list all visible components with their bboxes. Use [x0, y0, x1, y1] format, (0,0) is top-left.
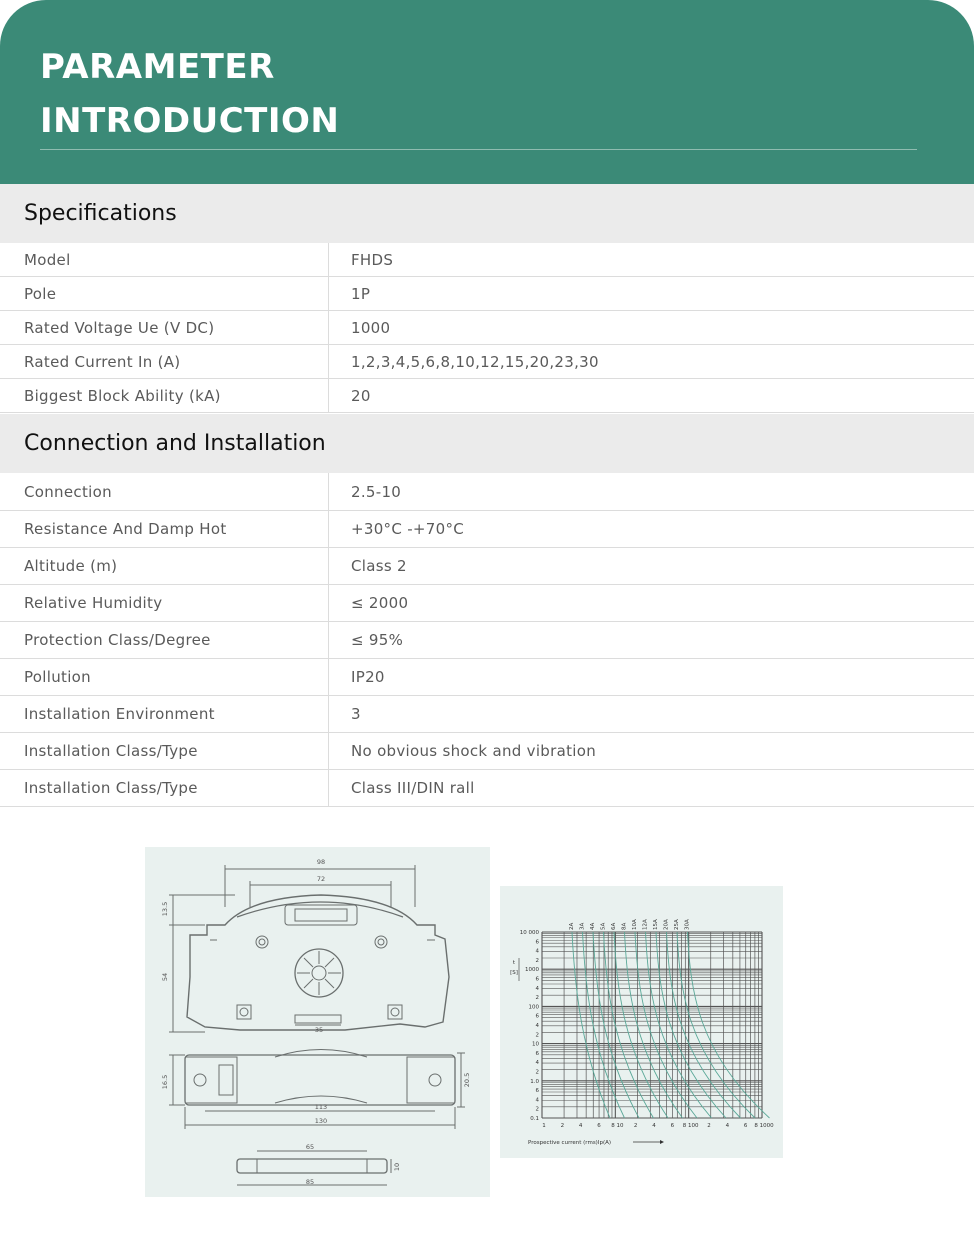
y-tick-label: 6 — [535, 976, 539, 983]
spec-row — [0, 379, 974, 413]
dim-85: 85 — [305, 1178, 315, 1186]
dimension-drawing-svg — [145, 847, 490, 1197]
conn-row — [0, 770, 974, 807]
dim-72: 72 — [316, 875, 326, 883]
title-line-2: INTRODUCTION — [40, 101, 340, 141]
column-divider — [328, 345, 329, 378]
fuse-label: 20A — [663, 919, 670, 930]
column-divider — [328, 622, 329, 658]
dim-130: 130 — [314, 1117, 328, 1125]
fuse-label: 12A — [642, 919, 649, 930]
connection-table — [0, 473, 974, 807]
x-axis-arrowhead — [660, 1140, 664, 1144]
dim-13-5: 13.5 — [161, 901, 169, 917]
fuse-label: 10A — [632, 919, 638, 930]
conn-label: Installation Class/Type — [24, 779, 198, 797]
conn-label: Resistance And Damp Hot — [24, 520, 227, 538]
y-tick-label: 6 — [535, 1013, 539, 1020]
connection-title: Connection and Installation — [24, 431, 326, 456]
y-tick-label: 2 — [535, 1032, 539, 1039]
dim-65: 65 — [305, 1143, 315, 1151]
y-tick-label: 2 — [535, 957, 539, 964]
x-tick-label: 1 — [542, 1123, 546, 1129]
y-tick-label: 4 — [535, 1023, 539, 1029]
y-tick-label: 0.1 — [530, 1116, 539, 1122]
conn-label: Pollution — [24, 668, 91, 686]
column-divider — [328, 243, 329, 276]
conn-label: Protection Class/Degree — [24, 631, 211, 649]
x-tick-label: 8 1000 — [754, 1123, 774, 1129]
fuse-curve — [604, 932, 654, 1118]
y-tick-label: 4 — [535, 948, 539, 955]
dim-16-5: 16.5 — [161, 1074, 169, 1090]
page-header — [0, 0, 974, 184]
y-tick-label: 4 — [535, 985, 539, 992]
x-tick-label: 4 — [578, 1123, 583, 1129]
spec-label: Pole — [24, 284, 57, 303]
conn-value: +30°C -+70°C — [351, 520, 465, 538]
specifications-section-header — [0, 184, 974, 243]
fuse-label: 25A — [674, 919, 680, 930]
x-tick-label: 4 — [725, 1123, 730, 1129]
conn-label: Relative Humidity — [24, 594, 163, 612]
y-tick-label: 100 — [528, 1004, 539, 1011]
y-tick-label: 4 — [535, 1097, 539, 1104]
fuse-label: 8A — [621, 922, 628, 930]
fuse-curve — [614, 932, 668, 1118]
fuse-curve — [688, 932, 770, 1118]
conn-row — [0, 696, 974, 733]
conn-value: IP20 — [351, 668, 385, 686]
y-tick-label: 2 — [535, 1069, 539, 1076]
y-tick-label: 1000 — [525, 967, 539, 974]
spec-label: Biggest Block Ability (kA) — [24, 386, 221, 405]
conn-value: Class 2 — [351, 557, 407, 575]
y-tick-label: 10 000 — [519, 930, 539, 936]
conn-label: Altitude (m) — [24, 557, 118, 575]
time-current-curve-chart — [500, 886, 783, 1158]
y-tick-label: 6 — [535, 1088, 539, 1095]
column-divider — [328, 277, 329, 310]
x-tick-label: 6 — [743, 1123, 748, 1129]
y-tick-label: 1.0 — [530, 1078, 539, 1085]
fuse-label: 4A — [590, 922, 596, 930]
fuse-label: 6A — [611, 922, 617, 930]
column-divider — [328, 733, 329, 769]
fuse-label: 2A — [569, 922, 575, 930]
spec-value: 1P — [351, 284, 371, 303]
specifications-title: Specifications — [24, 201, 177, 226]
title-line-1: PARAMETER — [40, 47, 275, 87]
column-divider — [328, 770, 329, 806]
conn-value: 3 — [351, 705, 361, 723]
conn-row — [0, 585, 974, 622]
page-title — [40, 40, 339, 148]
x-tick-label: 4 — [652, 1123, 656, 1129]
column-divider — [328, 511, 329, 547]
y-tick-label: 10 — [532, 1041, 539, 1048]
spec-row — [0, 277, 974, 311]
specifications-table — [0, 243, 974, 413]
conn-value: 2.5-10 — [351, 482, 402, 501]
conn-row — [0, 659, 974, 696]
spec-value: 20 — [351, 386, 371, 405]
spec-row — [0, 243, 974, 277]
fuse-label: 30A — [684, 919, 691, 930]
x-tick-label: 2 — [707, 1123, 711, 1129]
column-divider — [328, 585, 329, 621]
x-tick-label: 6 — [597, 1123, 601, 1129]
y-tick-label: 2 — [535, 1106, 539, 1113]
dim-113: 113 — [314, 1103, 328, 1111]
x-axis-label: Prospective current (rms)Ip(A) — [528, 1140, 611, 1146]
connection-section-header — [0, 414, 974, 473]
conn-value: No obvious shock and vibration — [351, 742, 597, 760]
time-current-curve-svg — [500, 886, 783, 1158]
x-tick-label: 2 — [560, 1123, 565, 1129]
column-divider — [328, 548, 329, 584]
y-tick-label: 6 — [535, 939, 539, 946]
spec-label: Rated Current In (A) — [24, 352, 181, 371]
conn-value: Class III/DIN rall — [351, 779, 475, 797]
dimension-drawing — [145, 847, 490, 1197]
fuse-curve — [635, 932, 697, 1118]
spec-value: 1,2,3,4,5,6,8,10,12,15,20,23,30 — [351, 352, 599, 371]
conn-row — [0, 622, 974, 659]
y-tick-label: 2 — [535, 995, 539, 1002]
conn-value: ≤ 95% — [351, 631, 404, 649]
fuse-curve — [625, 932, 683, 1118]
spec-row — [0, 345, 974, 379]
fuse-label: 3A — [579, 922, 586, 930]
y-tick-label: 4 — [535, 1060, 539, 1067]
spec-value: FHDS — [351, 250, 394, 269]
conn-row — [0, 733, 974, 770]
spec-value: 1000 — [351, 318, 391, 337]
y-axis-label: t — [512, 960, 516, 966]
conn-row — [0, 473, 974, 511]
dim-54: 54 — [161, 972, 169, 982]
dim-98: 98 — [316, 858, 326, 866]
column-divider — [328, 473, 329, 510]
column-divider — [328, 696, 329, 732]
x-tick-label: 2 — [633, 1123, 638, 1129]
fuse-curve — [583, 932, 625, 1118]
conn-value: ≤ 2000 — [351, 594, 409, 612]
spec-row — [0, 311, 974, 345]
spec-label: Rated Voltage Ue (V DC) — [24, 318, 215, 337]
conn-label: Connection — [24, 482, 112, 501]
fuse-label: 5A — [600, 922, 607, 930]
header-divider — [40, 149, 917, 150]
conn-label: Installation Environment — [24, 705, 215, 723]
dim-20-5: 20.5 — [463, 1072, 471, 1088]
y-axis-unit: [S] — [510, 970, 518, 976]
x-tick-label: 8 10 — [611, 1123, 624, 1129]
column-divider — [328, 311, 329, 344]
x-tick-label: 6 — [670, 1123, 675, 1129]
conn-label: Installation Class/Type — [24, 742, 198, 760]
dim-10: 10 — [393, 1162, 401, 1172]
fuse-label: 15A — [653, 919, 659, 930]
column-divider — [328, 379, 329, 412]
conn-row — [0, 511, 974, 548]
y-tick-label: 6 — [535, 1050, 539, 1057]
spec-label: Model — [24, 250, 71, 269]
column-divider — [328, 659, 329, 695]
dim-35: 35 — [314, 1026, 324, 1034]
conn-row — [0, 548, 974, 585]
x-tick-label: 8 100 — [682, 1123, 699, 1129]
